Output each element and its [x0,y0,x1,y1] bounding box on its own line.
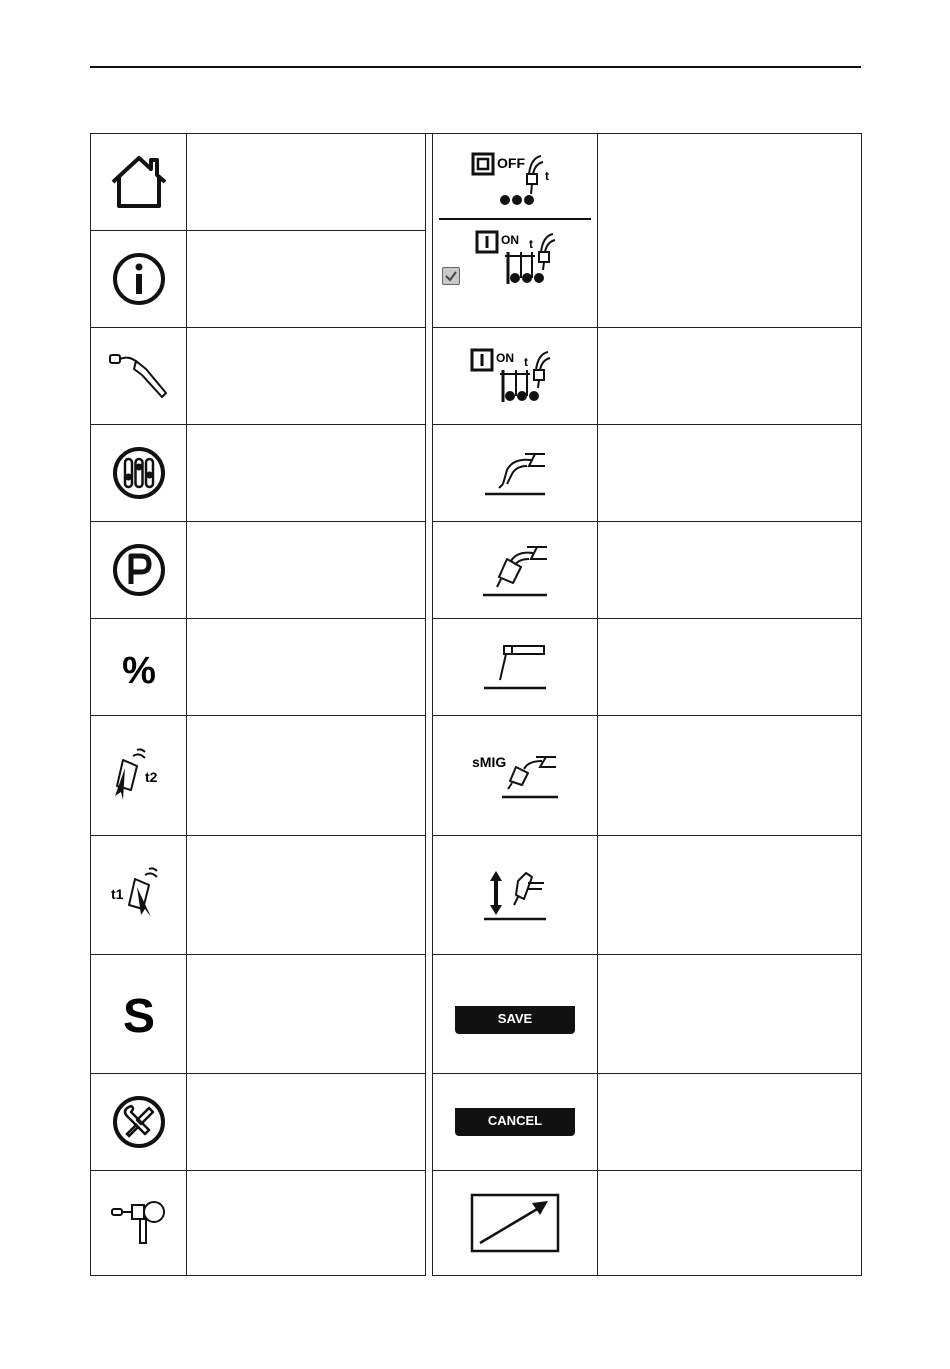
top-rule [90,66,861,68]
adjust-sliders-icon [111,445,167,501]
gas-pre-post-flow-description [598,134,862,328]
s-description [187,955,426,1074]
smig-label: sMIG [472,753,507,770]
save-description [598,955,862,1074]
cancel-button-cell [433,1074,598,1171]
t1-description [187,836,426,955]
t1-torch-icon-cell [91,836,187,955]
percent-icon [111,645,167,692]
smig-process-icon [470,753,560,799]
percent-label: % [121,650,156,692]
program-p-icon [111,542,167,598]
torch-icon-cell [91,328,187,425]
remote-description [187,1171,426,1276]
on-label-2: ON [496,351,514,365]
mig-process-description [598,425,862,522]
expand-arrow-icon[interactable] [470,1193,560,1253]
program-description [187,522,426,619]
gas-on-timer-icon [475,230,565,286]
column-gap [426,134,433,1276]
expand-arrow-description [598,1171,862,1276]
home-icon [109,154,169,210]
program-icon-cell [91,522,187,619]
sliders-icon-cell [91,425,187,522]
torch-height-description [598,836,862,955]
cancel-description [598,1074,862,1171]
torch-description [187,328,426,425]
gas-pre-post-flow-cell [433,134,598,328]
on-label: ON [501,233,519,247]
tools-wrench-screwdriver-icon [111,1094,167,1150]
checked-checkbox-icon [442,267,460,285]
save-button-cell [433,955,598,1074]
remote-icon-cell [91,1171,187,1276]
percent-icon-cell [91,619,187,716]
home-icon-cell [91,134,187,231]
torch-t1-icon [111,865,167,925]
remote-torch-icon [110,1201,168,1245]
s-letter-icon [111,986,167,1042]
percent-description [187,619,426,716]
mig-torch-nozzle-icon [481,543,549,597]
info-description [187,231,426,328]
tools-description [187,1074,426,1171]
home-description [187,134,426,231]
torch-height-adjust-icon [482,869,548,921]
mma-electrode-cell [433,619,598,716]
gas-on-timer2-description [598,328,862,425]
info-icon [111,251,167,307]
mig-pulse-cell [433,522,598,619]
s-label: S [122,990,155,1043]
cell-divider [439,218,591,220]
gas-on-timer-icon-2 [470,348,560,404]
mig-process-cell [433,425,598,522]
gas-off-timer-icon [471,152,561,208]
tools-icon-cell [91,1074,187,1171]
mma-electrode-description [598,619,862,716]
t2-label: t2 [144,768,157,785]
info-icon-cell [91,231,187,328]
mig-welding-icon [483,450,547,496]
t1-label: t1 [110,886,123,902]
t-on-label: t [529,237,533,251]
mig-pulse-description [598,522,862,619]
smig-description [598,716,862,836]
t-label: t [545,169,549,183]
t2-description [187,716,426,836]
smig-cell [433,716,598,836]
torch-t2-icon [111,746,167,806]
t-on-label-2: t [524,355,528,369]
save-button[interactable]: SAVE [455,1006,575,1034]
cancel-button[interactable]: CANCEL [455,1108,575,1136]
electrode-holder-icon [482,644,548,690]
expand-arrow-cell [433,1171,598,1276]
sliders-description [187,425,426,522]
welding-torch-icon [108,353,170,399]
off-label: OFF [497,155,525,171]
s-icon-cell [91,955,187,1074]
t2-torch-icon-cell [91,716,187,836]
gas-on-timer2-cell [433,328,598,425]
torch-height-cell [433,836,598,955]
icon-reference-table [90,133,862,1276]
